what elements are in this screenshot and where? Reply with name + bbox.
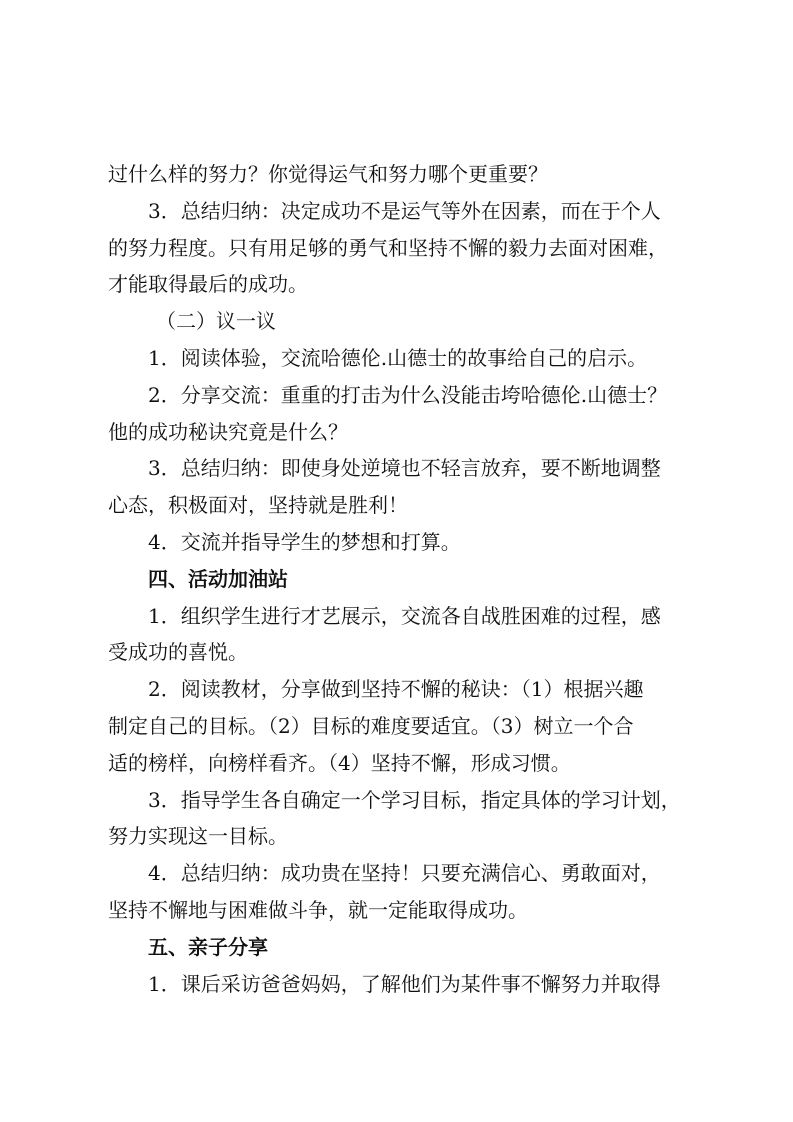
text-line: 2．分享交流：重重的打击为什么没能击垮哈德伦.山德士？	[148, 382, 668, 407]
text-line: 3．总结归纳：决定成功不是运气等外在因素，而在于个人	[148, 198, 661, 223]
text-line: 受成功的喜悦。	[108, 640, 248, 665]
text-line: 4．总结归纳：成功贵在坚持！只要充满信心、勇敢面对，	[148, 861, 661, 886]
text-line: 1．组织学生进行才艺展示，交流各自战胜困难的过程，感	[148, 603, 661, 628]
text-line: 制定自己的目标。（2）目标的难度要适宜。（3）树立一个合	[108, 713, 634, 738]
text-line: 他的成功秘诀究竟是什么？	[108, 419, 348, 444]
text-line: 3．总结归纳：即使身处逆境也不轻言放弃，要不断地调整	[148, 456, 661, 481]
text-line: 4．交流并指导学生的梦想和打算。	[148, 529, 461, 554]
section-heading: 四、活动加油站	[148, 566, 288, 591]
text-line: 3．指导学生各自确定一个学习目标，指定具体的学习计划，	[148, 787, 681, 812]
text-line: 的努力程度。只有用足够的勇气和坚持不懈的毅力去面对困难，	[108, 235, 668, 260]
text-line: 过什么样的努力？你觉得运气和努力哪个更重要？	[108, 162, 548, 186]
text-line: 心态，积极面对，坚持就是胜利！	[108, 493, 408, 518]
text-line: 努力实现这一目标。	[108, 824, 288, 849]
document-body	[108, 156, 692, 1002]
text-line: 才能取得最后的成功。	[108, 272, 308, 297]
subsection-heading: （二）议一议	[156, 309, 276, 334]
text-line: 坚持不懈地与困难做斗争，就一定能取得成功。	[108, 897, 528, 922]
text-line: 1．课后采访爸爸妈妈，了解他们为某件事不懈努力并取得	[148, 971, 661, 996]
section-heading: 五、亲子分享	[148, 934, 268, 959]
text-line: 适的榜样，向榜样看齐。（4）坚持不懈，形成习惯。	[108, 750, 571, 775]
text-line: 1．阅读体验，交流哈德伦.山德士的故事给自己的启示。	[148, 345, 648, 370]
text-line: 2．阅读教材，分享做到坚持不懈的秘诀：（1）根据兴趣	[148, 677, 644, 702]
